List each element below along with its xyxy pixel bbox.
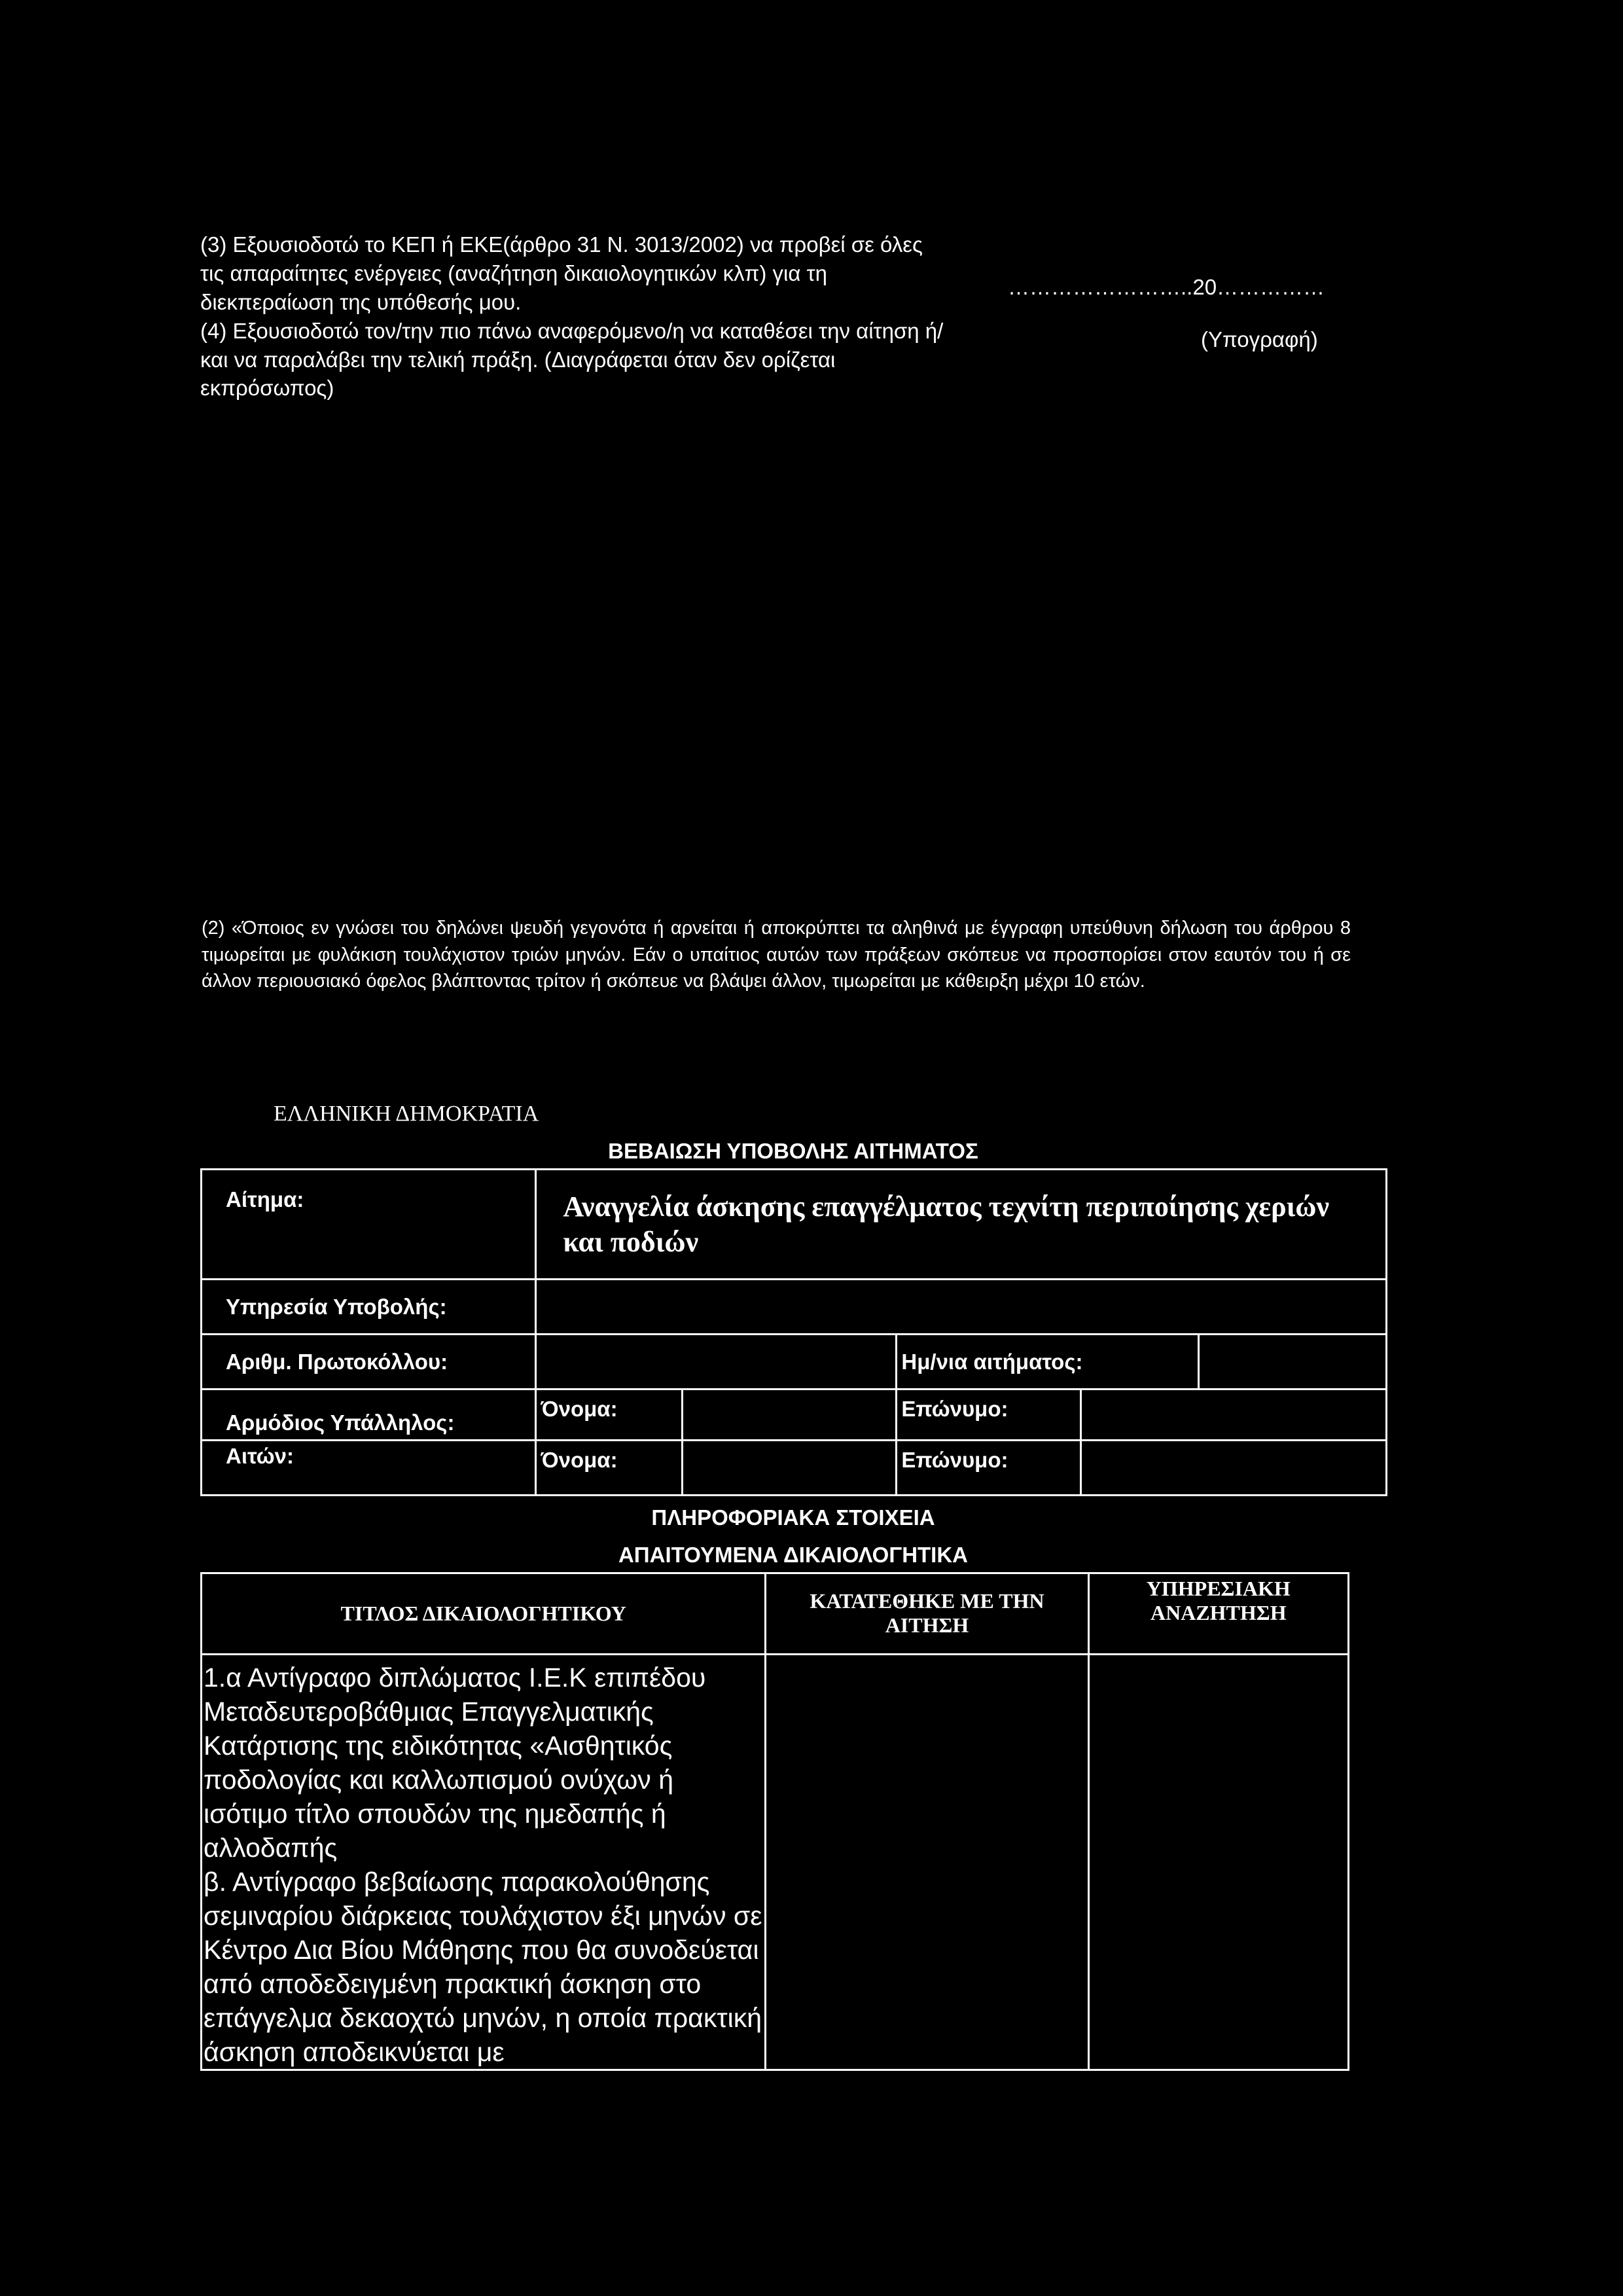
authorization-text	[200, 230, 946, 403]
service-value[interactable]	[536, 1280, 1387, 1335]
request-value: Αναγγελία άσκησης επαγγέλματος τεχνίτη περιποίησης χεριών και ποδιών	[536, 1170, 1387, 1280]
request-date-value[interactable]	[1198, 1335, 1386, 1390]
employee-label: Αρμόδιος Υπάλληλος:	[202, 1390, 536, 1441]
protocol-label: Αριθμ. Πρωτοκόλλου:	[202, 1335, 536, 1390]
signature-date-line: ……………………..20……………	[1008, 275, 1325, 299]
applicant-last-name-label: Επώνυμο:	[897, 1441, 1081, 1496]
employee-last-name-label: Επώνυμο:	[897, 1390, 1081, 1441]
column-header-service-lookup: ΥΠΗΡΕΣΙΑΚΗ ΑΝΑΖΗΤΗΣΗ	[1088, 1573, 1348, 1655]
submission-table	[200, 1168, 1387, 1496]
documents-table	[200, 1572, 1349, 2071]
service-label: Υπηρεσία Υποβολής:	[202, 1280, 536, 1335]
documents-section-title: ΑΠΑΙΤΟΥΜΕΝΑ ΔΙΚΑΙΟΛΟΓΗΤΙΚΑ	[618, 1543, 969, 1567]
signature-label: (Υπογραφή)	[1201, 327, 1318, 351]
column-header-title: ΤΙΤΛΟΣ ΔΙΚΑΙΟΛΟΓΗΤΙΚΟΥ	[202, 1573, 766, 1655]
service-lookup-cell[interactable]	[1088, 1655, 1348, 2070]
request-date-label: Ημ/νια αιτήματος:	[897, 1335, 1198, 1390]
document-title-cell: 1.α Αντίγραφο διπλώματος Ι.Ε.Κ επιπέδου Μεταδευτεροβάθμιας Επαγγελματικής Κατάρτισης της ειδικότητας «Αισθητικός ποδολογίας και καλλωπισμού ονύχων ή ισότιμο τίτλο σπουδών της ημεδαπής ή αλλοδαπής β. Αντίγραφο βεβαίωσης παρακολούθησης σεμιναρίου διάρκειας τουλάχιστον έξι μηνών σε Κέντρο Δια Βίου Μάθησης που θα συνοδεύεται από αποδεδειγμένη πρακτική άσκηση στο επάγγελμα δεκαοχτώ μηνών, η οποία πρακτική άσκηση αποδεικνύεται με	[202, 1655, 766, 2070]
protocol-value[interactable]	[536, 1335, 897, 1390]
applicant-last-name-value[interactable]	[1081, 1441, 1387, 1496]
authorization-item-3: (3) Εξουσιοδοτώ το ΚΕΠ ή ΕΚΕ(άρθρο 31 Ν. 3013/2002) να προβεί σε όλες τις απαραίτητες ενέργειες (αναζήτηση δικαιολογητικών κλπ) για τη διεκπεραίωση της υπόθεσής μου.	[200, 232, 923, 314]
authorization-item-4: (4) Εξουσιοδοτώ τον/την πιο πάνω αναφερόμενο/η να καταθέσει την αίτηση ή/και να παραλάβει την τελική πράξη. (Διαγράφεται όταν δεν ορίζεται εκπρόσωπος)	[200, 318, 944, 401]
penalty-note: (2) «Όποιος εν γνώσει του δηλώνει ψευδή γεγονότα ή αρνείται ή αποκρύπτει τα αληθινά με έγγραφη υπεύθυνη δήλωση του άρθρου 8 τιμωρείται με φυλάκιση τουλάχιστον τριών μηνών. Εάν ο υπαίτιος αυτών των πράξεων σκόπευε να προσπορίσει στον εαυτόν του ή σε άλλον περιουσιακό όφελος βλάπτοντας τρίτον ή σκόπευε να βλάψει άλλον, τιμωρείται με κάθειρξη μέχρι 10 ετών.	[202, 918, 1351, 992]
employee-last-name-value[interactable]	[1081, 1390, 1387, 1441]
applicant-label: Αιτών:	[202, 1441, 536, 1496]
column-header-submitted: ΚΑΤΑΤΕΘΗΚΕ ΜΕ ΤΗΝ ΑΙΤΗΣΗ	[766, 1573, 1088, 1655]
info-section-title: ΠΛΗΡΟΦΟΡΙΑΚΑ ΣΤΟΙΧΕΙΑ	[651, 1505, 935, 1530]
republic-heading: ΕΛΛΗΝΙΚΗ ΔΗΜΟΚΡΑΤΙΑ	[274, 1102, 539, 1126]
submitted-cell[interactable]	[766, 1655, 1088, 2070]
employee-first-name-value[interactable]	[683, 1390, 897, 1441]
form-title: ΒΕΒΑΙΩΣΗ ΥΠΟΒΟΛΗΣ ΑΙΤΗΜΑΤΟΣ	[608, 1139, 978, 1163]
applicant-first-name-label: Όνομα:	[536, 1441, 683, 1496]
applicant-first-name-value[interactable]	[683, 1441, 897, 1496]
employee-first-name-label: Όνομα:	[536, 1390, 683, 1441]
request-label: Αίτημα:	[202, 1170, 536, 1280]
table-row	[202, 1655, 1349, 2070]
